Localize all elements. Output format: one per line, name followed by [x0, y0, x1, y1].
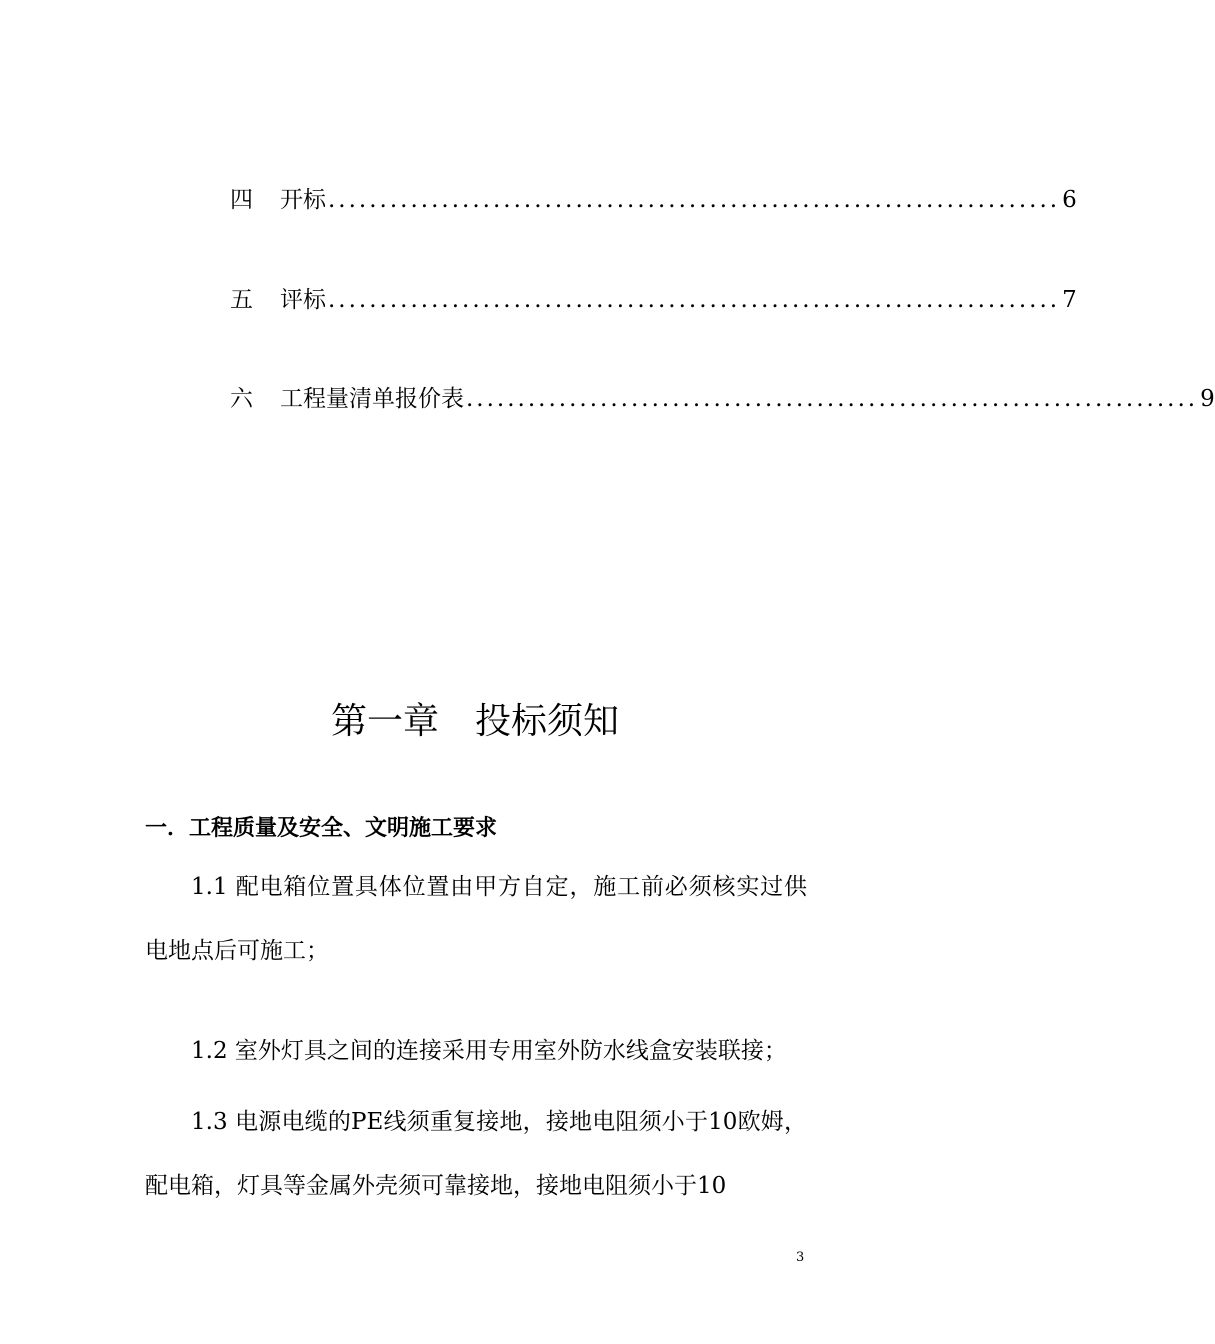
chapter-label: 第一章: [330, 701, 439, 742]
toc-item-title: 开标: [280, 187, 326, 213]
toc-item-number: 五: [230, 287, 253, 313]
toc-item-title: 评标: [280, 287, 326, 313]
toc-item[interactable]: [230, 285, 1077, 315]
toc-item[interactable]: [230, 185, 1077, 215]
chapter-name: 投标须知: [475, 701, 620, 742]
toc-leader-dots: .......................................................................: [466, 386, 1199, 412]
paragraph: [145, 1019, 807, 1083]
paragraph: [145, 1090, 807, 1218]
toc-item-number: 六: [230, 386, 253, 412]
section-heading: 一．工程质量及安全、文明施工要求: [145, 816, 498, 841]
page-number: 3: [796, 1250, 805, 1265]
chapter-title: [0, 698, 950, 746]
paragraph-text: 1.3 电源电缆的PE线须重复接地，接地电阻须小于10欧姆，配电箱，灯具等金属外壳须可靠接地，接地电阻须小于10: [145, 1109, 807, 1199]
paragraph: [145, 855, 807, 983]
toc-leader-dots: .......................................................................: [328, 287, 1061, 313]
paragraph-text: 1.2 室外灯具之间的连接采用专用室外防水线盒安装联接；: [191, 1038, 787, 1064]
toc-leader-dots: .......................................................................: [328, 187, 1061, 213]
toc-item-page: 9: [1200, 386, 1215, 412]
toc-item-title: 工程量清单报价表: [280, 386, 464, 412]
toc-item[interactable]: [230, 384, 1215, 414]
toc-item-page: 7: [1062, 287, 1077, 313]
paragraph-text: 1.1 配电箱位置具体位置由甲方自定，施工前必须核实过供电地点后可施工；: [145, 874, 807, 964]
toc-item-number: 四: [230, 187, 253, 213]
toc-item-page: 6: [1062, 187, 1077, 213]
